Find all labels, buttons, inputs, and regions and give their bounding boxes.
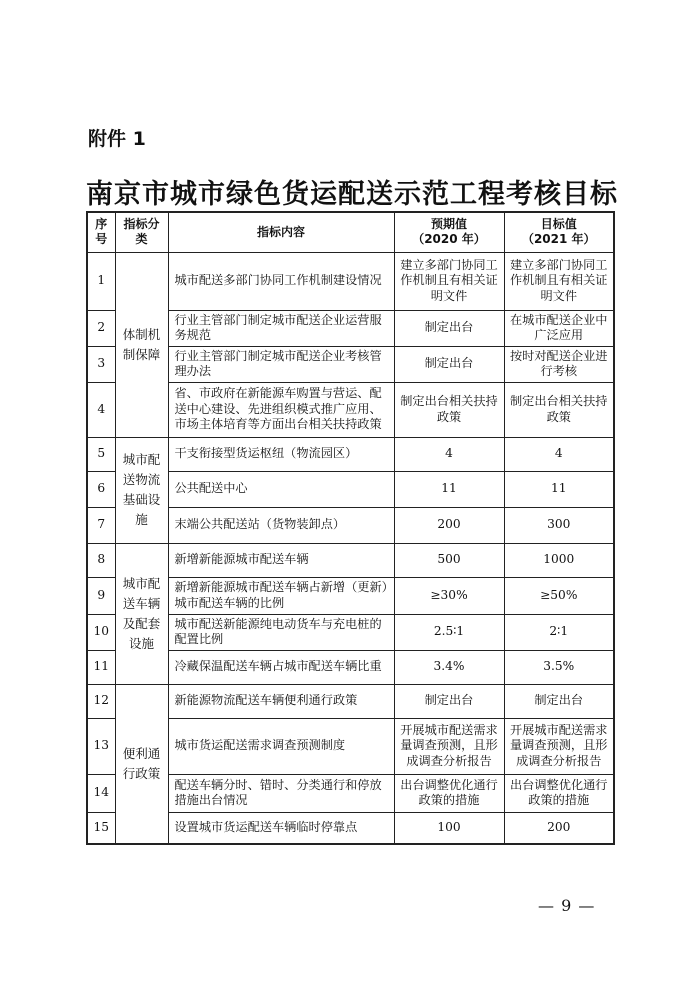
category-infrastructure: 城市配送物流基础设施 xyxy=(115,437,168,543)
row-expected: 100 xyxy=(394,812,504,844)
row-content: 城市配送新能源纯电动货车与充电桩的配置比例 xyxy=(168,614,394,650)
row-content: 行业主管部门制定城市配送企业运营服务规范 xyxy=(168,310,394,346)
row-target: 4 xyxy=(504,437,614,471)
row-target: 开展城市配送需求量调查预测，且形成调查分析报告 xyxy=(504,718,614,774)
row-expected: 开展城市配送需求量调查预测，且形成调查分析报告 xyxy=(394,718,504,774)
row-expected: 制定出台 xyxy=(394,310,504,346)
row-content: 干支衔接型货运枢纽（物流园区） xyxy=(168,437,394,471)
row-target: 建立多部门协同工作机制且有相关证明文件 xyxy=(504,252,614,310)
row-number: 3 xyxy=(87,346,115,382)
row-number: 6 xyxy=(87,471,115,507)
row-target: 出台调整优化通行政策的措施 xyxy=(504,774,614,812)
row-content: 公共配送中心 xyxy=(168,471,394,507)
row-content: 城市配送多部门协同工作机制建设情况 xyxy=(168,252,394,310)
row-expected: 500 xyxy=(394,543,504,577)
row-expected: 2.5∶1 xyxy=(394,614,504,650)
row-target: 2∶1 xyxy=(504,614,614,650)
row-expected: 制定出台相关扶持政策 xyxy=(394,382,504,437)
row-number: 15 xyxy=(87,812,115,844)
row-content: 新增新能源城市配送车辆占新增（更新）城市配送车辆的比例 xyxy=(168,577,394,614)
header-target xyxy=(504,212,614,252)
row-number: 14 xyxy=(87,774,115,812)
row-target: 按时对配送企业进行考核 xyxy=(504,346,614,382)
page-number: — 9 — xyxy=(538,896,596,915)
row-number: 7 xyxy=(87,507,115,543)
category-access-policy: 便利通行政策 xyxy=(115,684,168,844)
table-row xyxy=(87,252,614,310)
assessment-targets-table xyxy=(86,211,615,845)
row-number: 4 xyxy=(87,382,115,437)
row-number: 5 xyxy=(87,437,115,471)
header-target-year: （2021 年） xyxy=(521,232,596,247)
row-expected: 制定出台 xyxy=(394,684,504,718)
document-title: 南京市城市绿色货运配送示范工程考核目标 xyxy=(86,179,618,210)
row-expected: 制定出台 xyxy=(394,346,504,382)
row-number: 12 xyxy=(87,684,115,718)
row-content: 设置城市货运配送车辆临时停靠点 xyxy=(168,812,394,844)
table-row xyxy=(87,543,614,577)
row-expected: ≥30% xyxy=(394,577,504,614)
row-expected: 200 xyxy=(394,507,504,543)
row-content: 行业主管部门制定城市配送企业考核管理办法 xyxy=(168,346,394,382)
row-content: 新能源物流配送车辆便利通行政策 xyxy=(168,684,394,718)
table-header-row xyxy=(87,212,614,252)
row-expected: 3.4% xyxy=(394,650,504,684)
row-target: 制定出台 xyxy=(504,684,614,718)
row-content: 配送车辆分时、错时、分类通行和停放措施出台情况 xyxy=(168,774,394,812)
row-content: 末端公共配送站（货物装卸点） xyxy=(168,507,394,543)
row-target: 11 xyxy=(504,471,614,507)
category-institutional: 体制机制保障 xyxy=(115,252,168,437)
header-expected xyxy=(394,212,504,252)
table-row xyxy=(87,437,614,471)
row-number: 11 xyxy=(87,650,115,684)
row-target: ≥50% xyxy=(504,577,614,614)
row-expected: 出台调整优化通行政策的措施 xyxy=(394,774,504,812)
row-number: 2 xyxy=(87,310,115,346)
row-target: 在城市配送企业中广泛应用 xyxy=(504,310,614,346)
row-content: 新增新能源城市配送车辆 xyxy=(168,543,394,577)
row-target: 1000 xyxy=(504,543,614,577)
row-expected: 11 xyxy=(394,471,504,507)
row-expected: 4 xyxy=(394,437,504,471)
row-expected: 建立多部门协同工作机制且有相关证明文件 xyxy=(394,252,504,310)
row-number: 13 xyxy=(87,718,115,774)
row-target: 200 xyxy=(504,812,614,844)
row-number: 10 xyxy=(87,614,115,650)
attachment-label: 附件 1 xyxy=(88,128,146,150)
header-expected-label: 预期值 xyxy=(430,216,467,231)
header-content: 指标内容 xyxy=(168,212,394,252)
row-content: 城市货运配送需求调查预测制度 xyxy=(168,718,394,774)
row-content: 省、市政府在新能源车购置与营运、配送中心建设、先进组织模式推广应用、市场主体培育等方面出台相关扶持政策 xyxy=(168,382,394,437)
row-target: 制定出台相关扶持政策 xyxy=(504,382,614,437)
category-vehicles: 城市配送车辆及配套设施 xyxy=(115,543,168,684)
row-number: 1 xyxy=(87,252,115,310)
row-number: 8 xyxy=(87,543,115,577)
row-target: 300 xyxy=(504,507,614,543)
row-number: 9 xyxy=(87,577,115,614)
table-row xyxy=(87,684,614,718)
header-target-label: 目标值 xyxy=(540,216,577,231)
header-seq: 序号 xyxy=(87,212,115,252)
header-category: 指标分类 xyxy=(115,212,168,252)
row-target: 3.5% xyxy=(504,650,614,684)
row-content: 冷藏保温配送车辆占城市配送车辆比重 xyxy=(168,650,394,684)
header-expected-year: （2020 年） xyxy=(412,232,486,247)
